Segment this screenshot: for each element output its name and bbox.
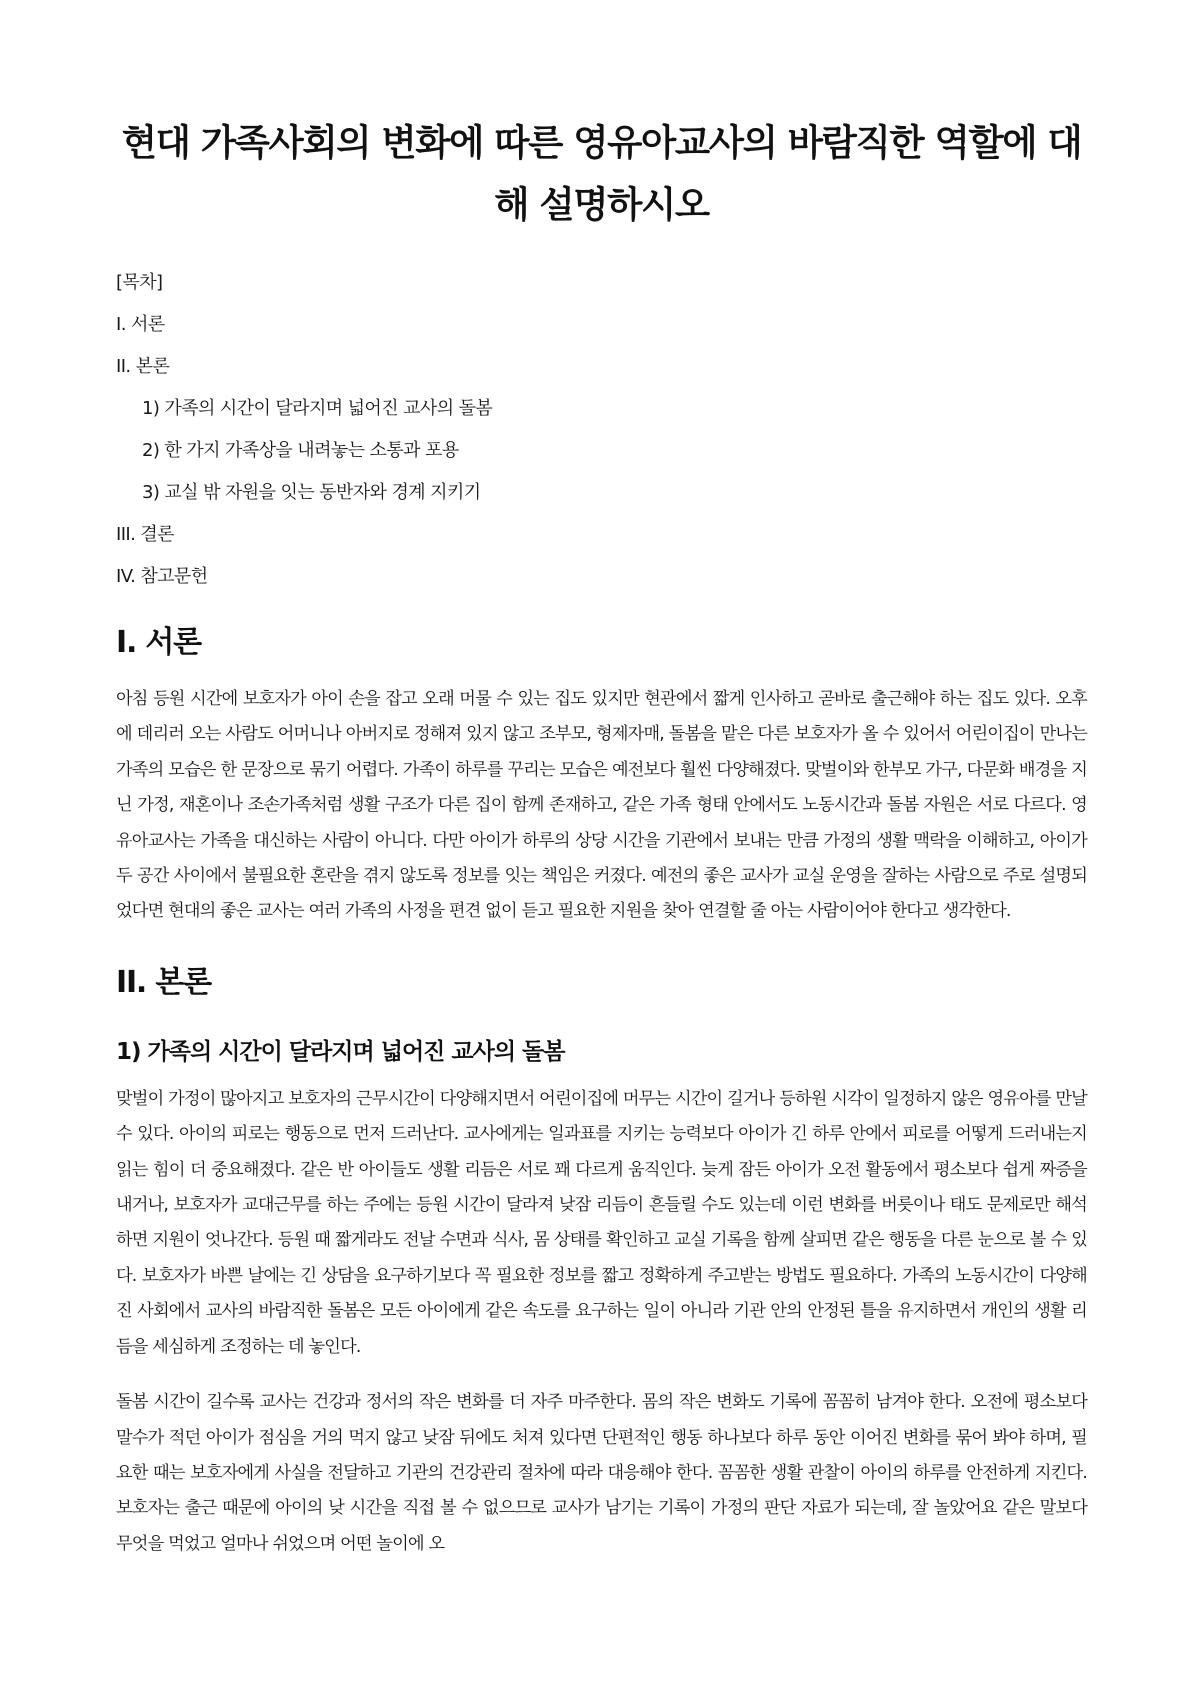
toc-item-body-1: 1) 가족의 시간이 달라지며 넓어진 교사의 돌봄	[142, 398, 493, 419]
toc-heading: [목차]	[116, 272, 163, 293]
toc-item-body: II. 본론	[116, 356, 170, 377]
body-paragraph: 맞벌이 가정이 많아지고 보호자의 근무시간이 다양해지면서 어린이집에 머무는 시간이 길거나 등하원 시각이 일정하지 않은 영유아를 만날 수 있다. 아이의 피로는 행동으로 먼저 드러난다. 교사에게는 일과표를 지키는 능력보다 아이가 긴 하루 안에서 피로를 어떻게 드러내는지 읽는 힘이 더 중요해졌다. 같은 반 아이들도 생활 리듬은 서로 꽤 다르게 움직인다. 늦게 잠든 아이가 오전 활동에서 평소보다 쉽게 짜증을 내거나, 보호자가 교대근무를 하는 주에는 등원 시간이 달라져 낮잠 리듬이 흔들릴 수도 있는데 이런 변화를 버릇이나 태도 문제로만 해석하면 지원이 엇나간다. 등원 때 짧게라도 전날 수면과 식사, 몸 상태를 확인하고 교실 기록을 함께 살피면 같은 행동을 다른 눈으로 볼 수 있다. 보호자가 바쁜 날에는 긴 상담을 요구하기보다 꼭 필요한 정보를 짧고 정확하게 주고받는 방법도 필요하다. 가족의 노동시간이 다양해진 사회에서 교사의 바람직한 돌봄은 모든 아이에게 같은 속도를 요구하는 일이 아니라 기관 안의 안정된 틀을 유지하면서 개인의 생활 리듬을 세심하게 조정하는 데 놓인다.	[116, 1088, 1087, 1357]
introduction-paragraph: 아침 등원 시간에 보호자가 아이 손을 잡고 오래 머물 수 있는 집도 있지만 현관에서 짧게 인사하고 곧바로 출근해야 하는 집도 있다. 오후에 데리러 오는 사람도 어머니나 아버지로 정해져 있지 않고 조부모, 형제자매, 돌봄을 맡은 다른 보호자가 올 수 있어서 어린이집이 만나는 가족의 모습은 한 문장으로 묶기 어렵다. 가족이 하루를 꾸리는 모습은 예전보다 훨씬 다양해졌다. 맞벌이와 한부모 가구, 다문화 배경을 지닌 가정, 재혼이나 조손가족처럼 생활 구조가 다른 집이 함께 존재하고, 같은 가족 형태 안에서도 노동시간과 돌봄 자원은 서로 다르다. 영유아교사는 가족을 대신하는 사람이 아니다. 다만 아이가 하루의 상당 시간을 기관에서 보내는 만큼 가정의 생활 맥락을 이해하고, 아이가 두 공간 사이에서 불필요한 혼란을 겪지 않도록 정보를 잇는 책임은 커졌다. 예전의 좋은 교사가 교실 운영을 잘하는 사람으로 주로 설명되었다면 현대의 좋은 교사는 여러 가족의 사정을 편견 없이 듣고 필요한 지원을 찾아 연결할 줄 아는 사람이어야 한다고 생각한다.	[116, 689, 1087, 922]
toc-item-introduction: I. 서론	[116, 314, 165, 335]
toc-item-references: IV. 참고문헌	[116, 566, 208, 587]
body-paragraph: 돌봄 시간이 길수록 교사는 건강과 정서의 작은 변화를 더 자주 마주한다. 몸의 작은 변화도 기록에 꼼꼼히 남겨야 한다. 오전에 평소보다 말수가 적던 아이가 점심을 거의 먹지 않고 낮잠 뒤에도 처져 있다면 단편적인 행동 하나보다 하루 동안 이어진 변화를 묶어 봐야 하며, 필요한 때는 보호자에게 사실을 전달하고 기관의 건강관리 절차에 따라 대응해야 한다. 꼼꼼한 생활 관찰이 아이의 하루를 안전하게 지킨다. 보호자는 출근 때문에 아이의 낮 시간을 직접 볼 수 없으므로 교사가 남기는 기록이 가정의 판단 자료가 되는데, 잘 놀았어요 같은 말보다 무엇을 먹었고 얼마나 쉬었으며 어떤 놀이에 오	[116, 1392, 1087, 1554]
section-heading-introduction: I. 서론	[116, 625, 201, 660]
section-heading-body: II. 본론	[116, 964, 211, 1000]
table-of-contents	[116, 262, 1087, 598]
toc-item-conclusion: III. 결론	[116, 524, 174, 545]
toc-item-body-3: 3) 교실 밖 자원을 잇는 동반자와 경계 지키기	[142, 482, 481, 503]
document-title: 현대 가족사회의 변화에 따른 영유아교사의 바람직한 역할에 대해 설명하시오	[121, 121, 1082, 226]
subsection-heading-1: 1) 가족의 시간이 달라지며 넓어진 교사의 돌봄	[116, 1038, 565, 1065]
toc-item-body-2: 2) 한 가지 가족상을 내려놓는 소통과 포용	[142, 440, 459, 461]
